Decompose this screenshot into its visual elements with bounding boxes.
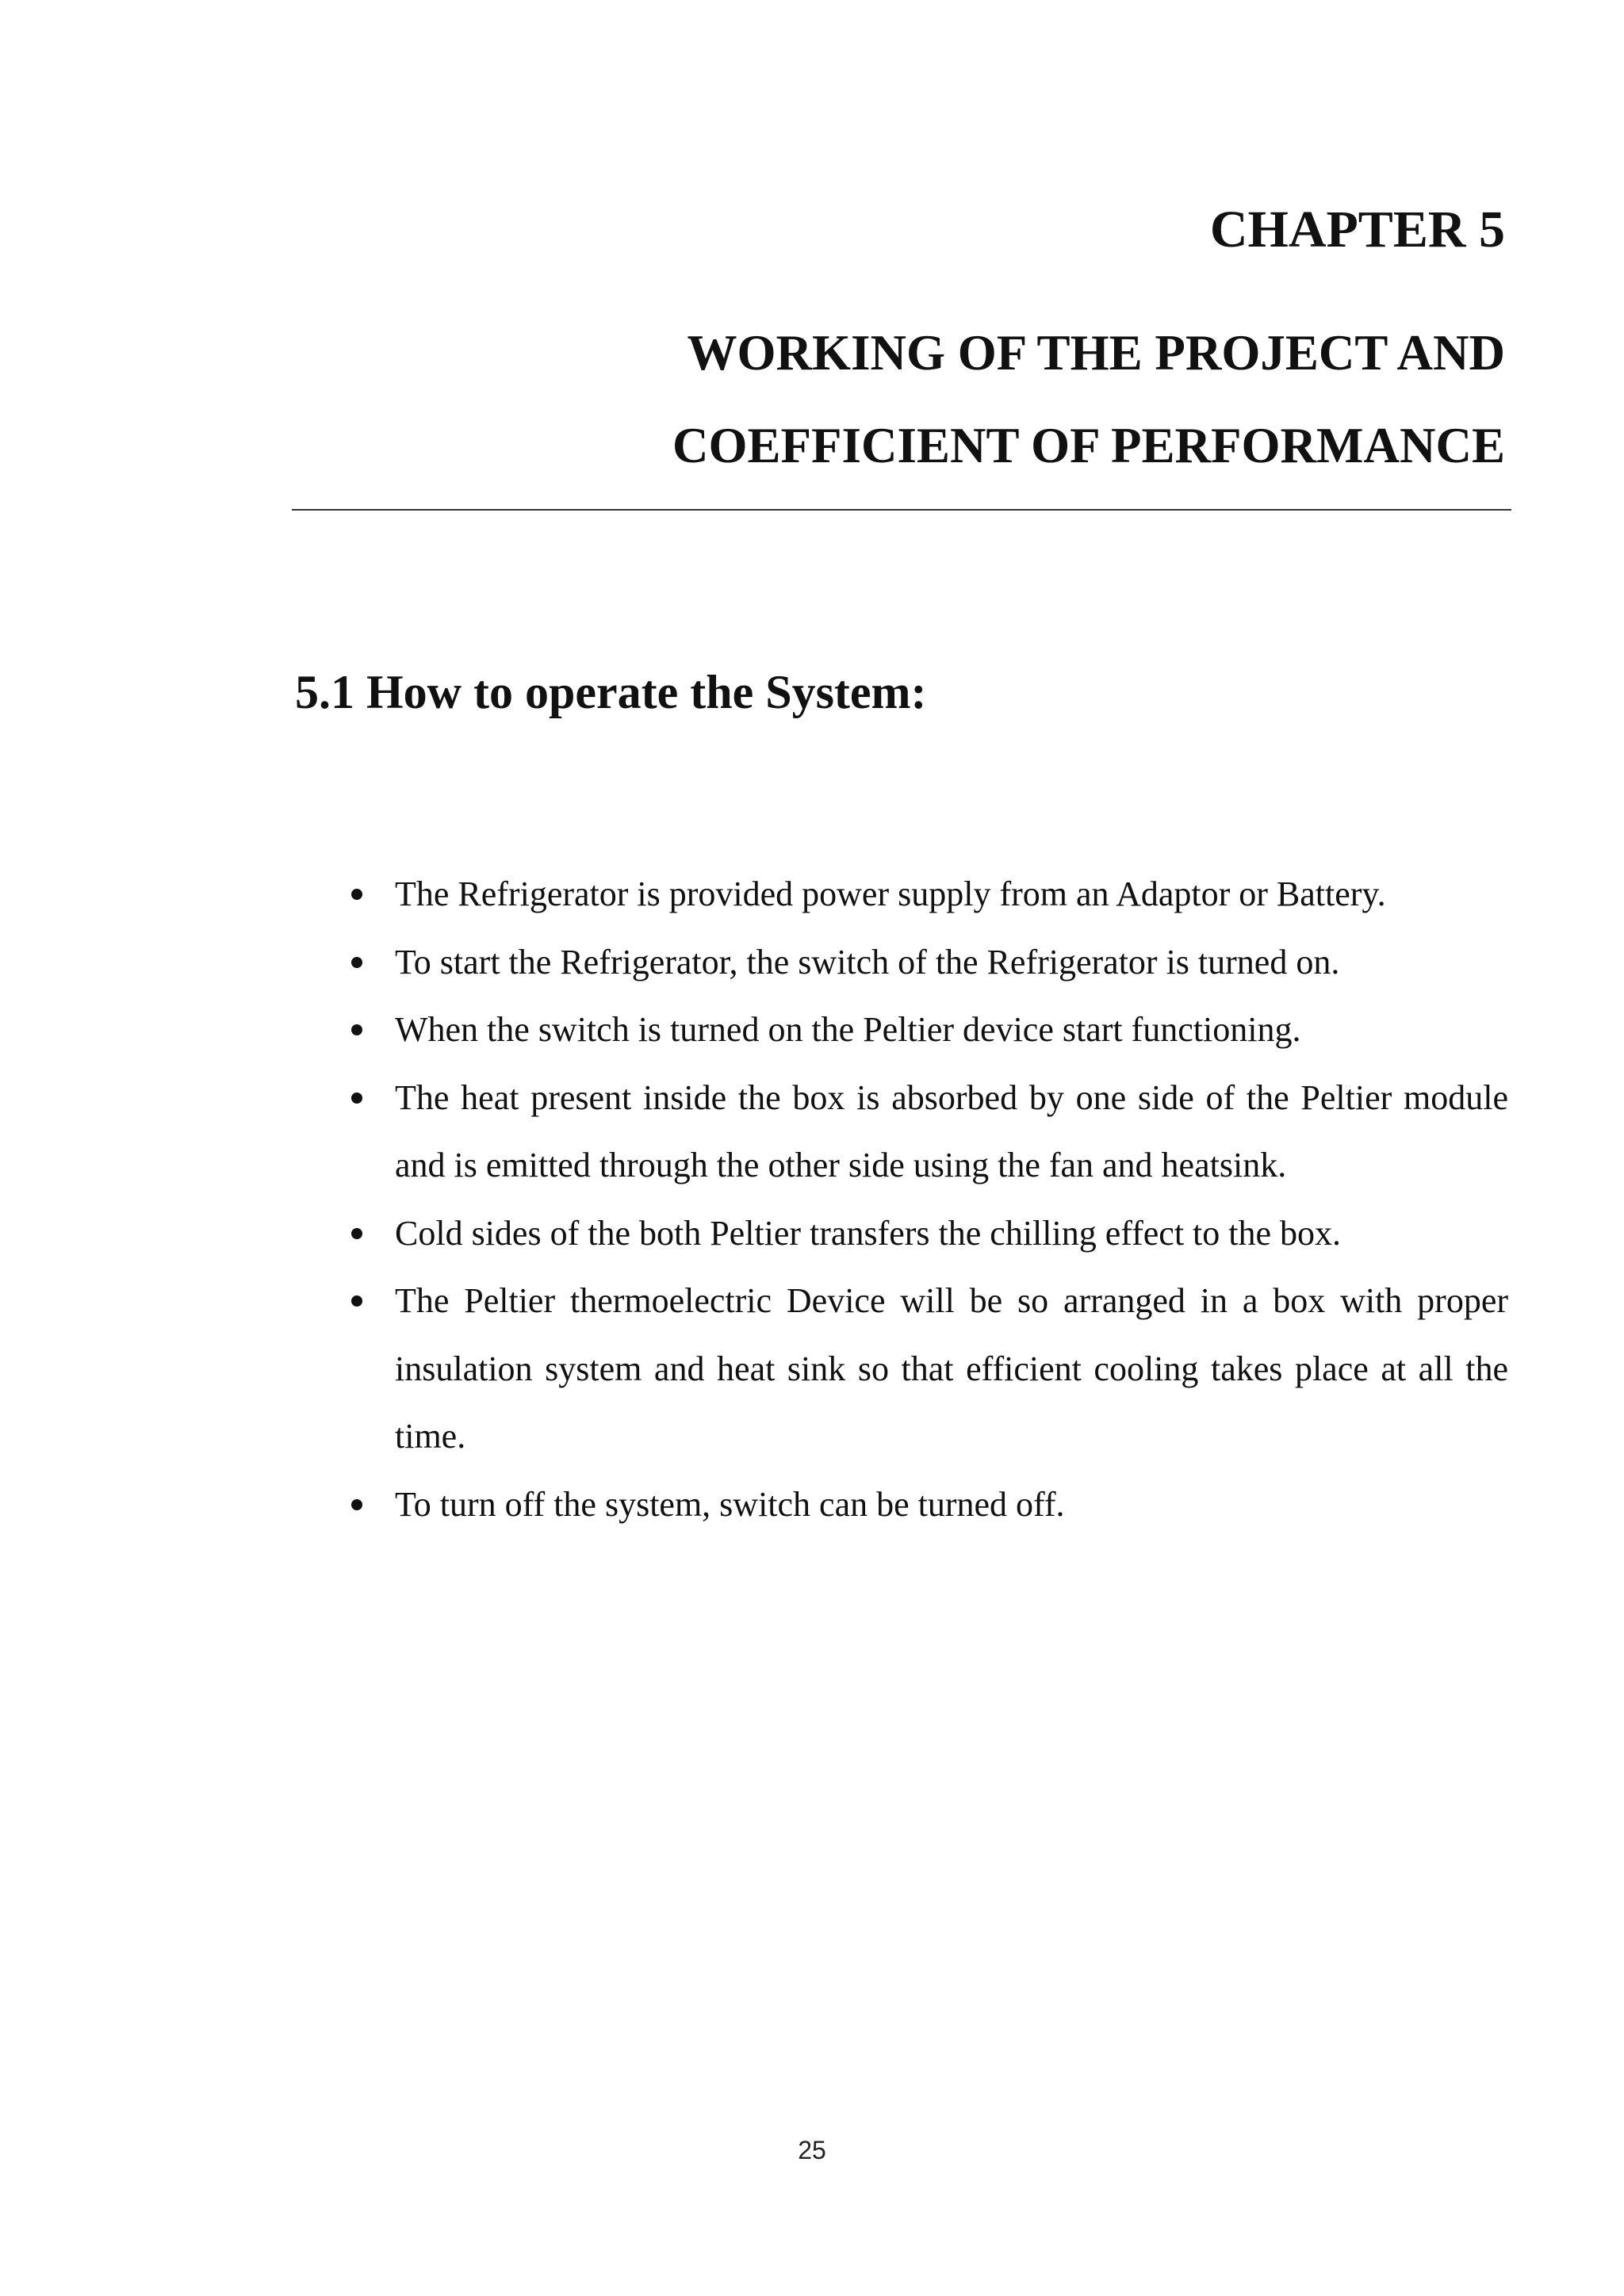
bullet-item (395, 1471, 1508, 1539)
bullet-text: The Peltier thermoelectric Device will be so arranged in a box with proper insulation system and heat sink so that efficient cooling takes place at all the time. (395, 1281, 1508, 1456)
bullet-icon (351, 1024, 362, 1035)
bullet-item (395, 1064, 1508, 1200)
bullet-text: When the switch is turned on the Peltier device start functioning. (395, 1010, 1301, 1049)
bullet-icon (351, 957, 362, 968)
bullet-text: Cold sides of the both Peltier transfers the chilling effect to the box. (395, 1213, 1342, 1253)
bullet-text: To turn off the system, switch can be turned off. (395, 1484, 1065, 1524)
bullet-icon (351, 1093, 362, 1104)
bullet-icon (351, 1499, 362, 1510)
bullet-text: To start the Refrigerator, the switch of the Refrigerator is turned on. (395, 942, 1340, 982)
section-heading: 5.1 How to operate the System: (295, 666, 927, 718)
page-number: 25 (798, 2136, 826, 2164)
bullet-icon (351, 889, 362, 900)
chapter-divider (292, 509, 1511, 511)
chapter-number: CHAPTER 5 (1209, 201, 1505, 258)
bullet-icon (351, 1295, 362, 1307)
bullet-item (395, 860, 1508, 928)
bullet-item (395, 1200, 1508, 1268)
bullet-icon (351, 1228, 362, 1239)
bullet-item (395, 996, 1508, 1064)
bullet-item (395, 1267, 1508, 1471)
bullet-text: The Refrigerator is provided power supply from an Adaptor or Battery. (395, 874, 1386, 913)
chapter-title-line-2: COEFFICIENT OF PERFORMANCE (672, 418, 1505, 473)
bullet-list (0, 860, 1624, 1538)
chapter-title-line-1: WORKING OF THE PROJECT AND (687, 325, 1505, 381)
bullet-item (395, 928, 1508, 997)
bullet-text: The heat present inside the box is absorbed by one side of the Peltier module and is emitted through the other side using the fan and heatsink. (395, 1077, 1508, 1184)
